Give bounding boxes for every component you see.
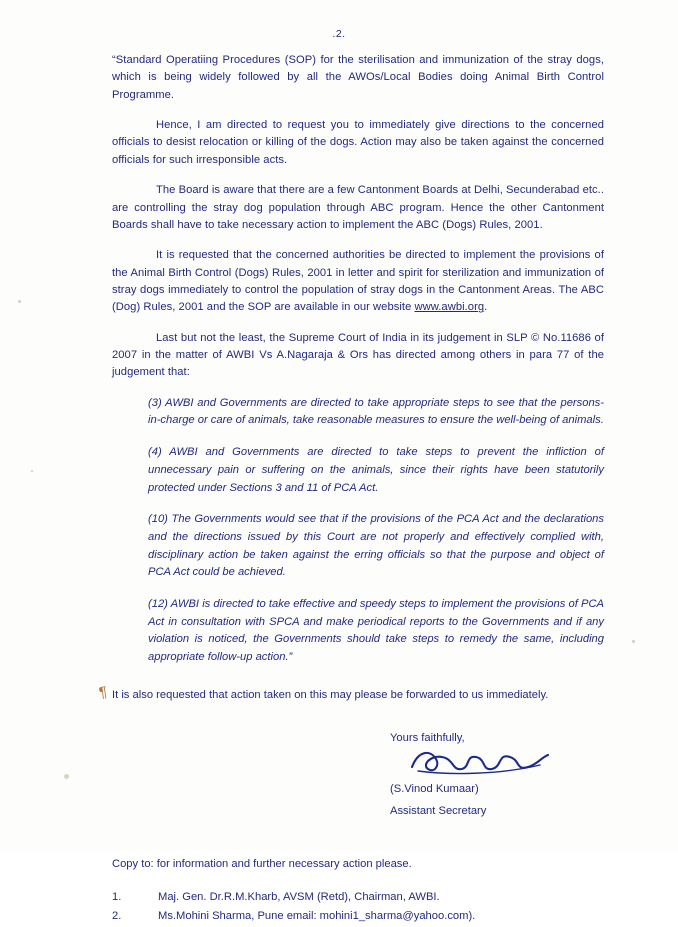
paper-speck: [632, 640, 635, 643]
list-item: [112, 907, 604, 927]
copy-to-list: [112, 888, 604, 927]
paragraph-sop-quote: “Standard Operatiing Procedures (SOP) for the sterilisation and immunization of the stray dogs, which is being widely followed by all the AWOs/Local Bodies doing Animal Birth Control Programme.: [112, 54, 604, 101]
valediction: Yours faithfully,: [390, 732, 465, 745]
website-trailing-punctuation: .: [484, 301, 488, 314]
judgement-extract-block: [112, 395, 604, 667]
list-item: [112, 888, 604, 908]
judgement-clause-4: (4) AWBI and Governments are directed to take steps to prevent the infliction of unnecessary pain or suffering on the animals, since their rights have been statutorily protected under Sections 3 and 11 of PCA Act.: [148, 446, 604, 494]
paragraph-cantonment-boards: The Board is aware that there are a few Cantonment Boards at Delhi, Secunderabad etc.. are controlling the stray dog population through ABC program. Hence the other Cantonment Boards shall have to take necessary action to implement the ABC (Dogs) Rules, 2001.: [112, 184, 604, 231]
list-item-number: 1.: [112, 890, 122, 903]
signoff-block: [112, 728, 604, 822]
signer-designation: Assistant Secretary: [390, 804, 487, 817]
paragraph-supreme-court-judgement: Last but not the least, the Supreme Court of India in its judgement in SLP © No.11686 of 2007 in the matter of AWBI Vs A.Nagaraja & Ors has directed among others in para 77 of the judgement that:: [112, 331, 604, 379]
document-body: [112, 52, 604, 927]
judgement-clause-10: (10) The Governments would see that if the provisions of the PCA Act and the declarations and the directions issued by this Court are not properly and effectively complied with, disciplinary action be taken against the erring officials so that the purpose and object of PCA Act could be achieved.: [148, 513, 604, 579]
judgement-clause-3: (3) AWBI and Governments are directed to take appropriate steps to see that the persons-in-charge or care of animals, take reasonable measures to ensure the well-being of animals.: [148, 396, 604, 427]
list-item-number: 2.: [112, 910, 122, 923]
awbi-website-link[interactable]: www.awbi.org: [414, 301, 485, 314]
list-item-text: Maj. Gen. Dr.R.M.Kharb, AVSM (Retd), Chairman, AWBI.: [158, 890, 440, 903]
copy-to-heading: Copy to: for information and further necessary action please.: [112, 857, 412, 870]
judgement-clause-12: (12) AWBI is directed to take effective and speedy steps to implement the provisions of PCA Act in consultation with SPCA and make periodical reports to the Governments and if any violation is noticed, the Governments should take steps to remedy the same, including appropriate follow-up action.”: [148, 597, 604, 663]
signer-name: (S.Vinod Kumaar): [390, 783, 479, 796]
handwritten-signature: [390, 751, 604, 777]
page-number: .2.: [332, 28, 346, 40]
margin-annotation-mark: ¶: [97, 683, 109, 702]
paper-speck: [64, 774, 69, 779]
closing-request-line: It is also requested that action taken on this may please be forwarded to us immediately.: [112, 688, 549, 701]
paragraph-abc-rules-request: [112, 247, 604, 316]
paper-speck: [18, 300, 21, 303]
paragraph-abc-rules-text: It is requested that the concerned authorities be directed to implement the provisions of the Animal Birth Control (Dogs) Rules, 2001 in letter and spirit for sterilization and immunization of stray dogs immediately to control the population of stray dogs in the Cantonment Areas. The ABC (Dog) Rules, 2001 and the SOP are available in our website: [112, 249, 604, 314]
list-item-text: Ms.Mohini Sharma, Pune email: mohini1_sharma@yahoo.com).: [158, 910, 476, 923]
paragraph-directions-request: Hence, I am directed to request you to immediately give directions to the concerned officials to desist relocation or killing of the dogs. Action may also be taken against the concerned officials for such irresponsible acts.: [112, 119, 604, 166]
paper-speck: [31, 470, 33, 472]
